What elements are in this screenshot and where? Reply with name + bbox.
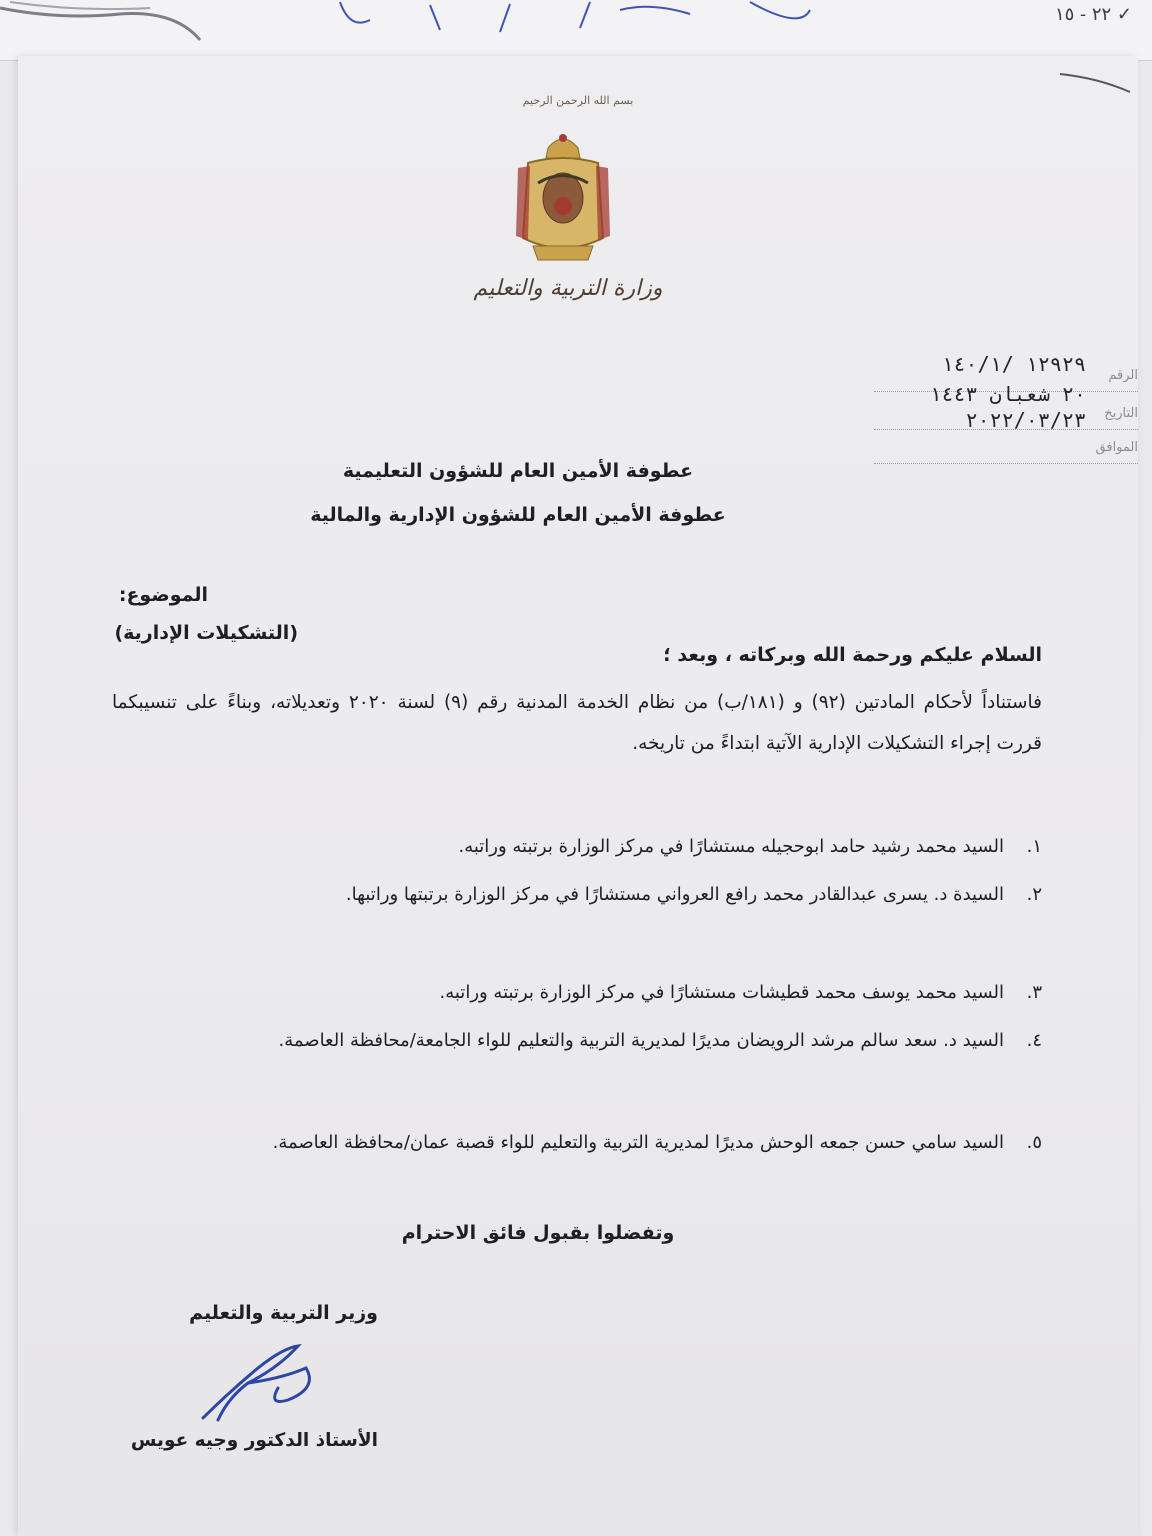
gregorian-date: ٢٠٢٢/٠٣/٢٣ — [965, 408, 1086, 432]
reference-date-line — [874, 429, 1138, 430]
reference-number-value: ١٢٩٢٩ /١٤٠/١ — [941, 352, 1086, 376]
addressee-1: عطوفة الأمين العام للشؤون التعليمية — [342, 460, 694, 482]
reference-block — [838, 344, 1138, 464]
list-item — [122, 968, 1042, 1018]
reference-corresponding-label: الموافق — [1095, 440, 1138, 455]
list-item-text: السيد سامي حسن جمعه الوحش مديرًا لمديرية التربية والتعليم للواء قصبة عمان/محافظة العاصمة. — [272, 1132, 1004, 1153]
jordan-coat-of-arms-icon — [508, 128, 618, 268]
list-item-text: السيد محمد رشيد حامد ابوحجيله مستشارًا في مركز الوزارة برتبته وراتبه. — [458, 836, 1004, 857]
list-item — [122, 1118, 1042, 1168]
list-item-text: السيدة د. يسرى عبدالقادر محمد رافع العرواني مستشارًا في مركز الوزارة برتبتها وراتبها. — [345, 884, 1004, 905]
minister-name: الأستاذ الدكتور وجيه عويس — [130, 1430, 378, 1451]
reference-corresponding-row — [868, 438, 1138, 464]
subject-label: الموضوع: — [118, 584, 208, 606]
minister-title: وزير التربية والتعليم — [189, 1302, 378, 1324]
list-item-number: ٥. — [1026, 1132, 1042, 1153]
reference-number-label: الرقم — [1108, 368, 1138, 383]
corner-note: ✓ ٢٢ - ١٥ — [1054, 4, 1132, 25]
pen-mark-icon — [1058, 70, 1138, 100]
list-item-number: ٤. — [1026, 1030, 1042, 1051]
official-letter — [18, 56, 1138, 1536]
list-item — [122, 822, 1042, 872]
list-item-number: ٢. — [1026, 884, 1042, 905]
handwritten-note-icon — [330, 0, 830, 40]
basmala: بسم الله الرحمن الرحيم — [522, 94, 634, 107]
list-item — [122, 1016, 1042, 1066]
list-item-text: السيد د. سعد سالم مرشد الرويضان مديرًا لمديرية التربية والتعليم للواء الجامعة/محافظة العاصمة. — [278, 1030, 1004, 1051]
ministry-name: وزارة التربية والتعليم — [473, 276, 663, 301]
body-paragraph: فاستناداً لأحكام المادتين (٩٢) و (١٨١/ب) من نظام الخدمة المدنية رقم (٩) لسنة ٢٠٢٠ وتعديلاته، وبناءً على تنسيبكما قررت إجراء التشكيلات الإدارية الآتية ابتداءً من تاريخه. — [112, 692, 1042, 754]
underlying-sheet — [0, 0, 1152, 61]
handwritten-signature-icon — [188, 1338, 338, 1428]
greeting: السلام عليكم ورحمة الله وبركاته ، وبعد ؛ — [663, 644, 1042, 666]
list-item-number: ١. — [1026, 836, 1042, 857]
list-item — [122, 870, 1042, 920]
reference-corresponding-line — [874, 463, 1138, 464]
closing-line: وتفضلوا بقبول فائق الاحترام — [401, 1222, 675, 1244]
list-item-number: ٣. — [1026, 982, 1042, 1003]
hijri-date: ٢٠ شعبان ١٤٤٣ — [929, 382, 1086, 406]
paper-clip-icon — [0, 0, 220, 50]
subject-text: (التشكيلات الإدارية) — [114, 622, 298, 644]
reference-date-row — [868, 382, 1138, 432]
addressee-2: عطوفة الأمين العام للشؤون الإدارية والمالية — [310, 504, 726, 526]
reference-date-label: التاريخ — [1104, 406, 1138, 421]
list-item-text: السيد محمد يوسف محمد قطيشات مستشارًا في مركز الوزارة برتبته وراتبه. — [439, 982, 1004, 1003]
